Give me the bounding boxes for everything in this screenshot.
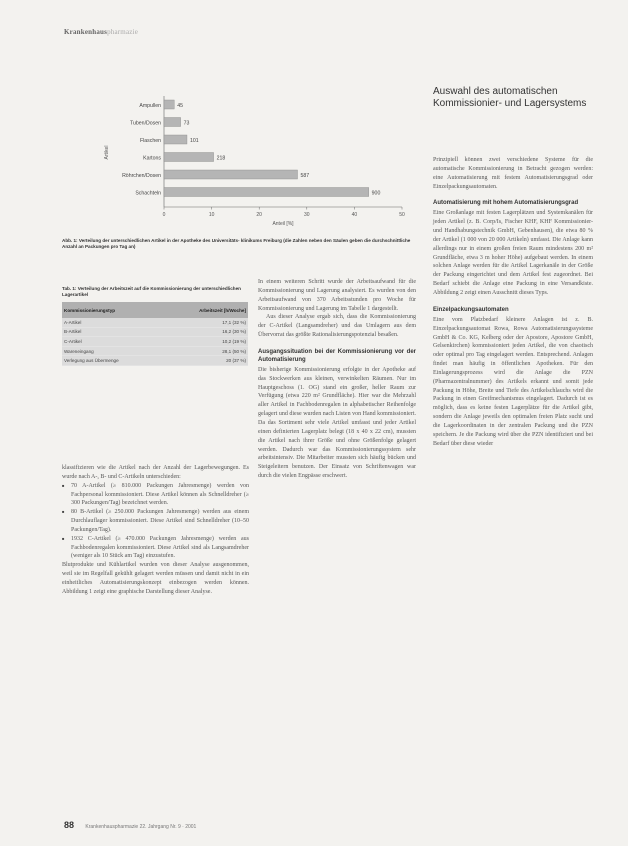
category-label: Ampullen [139,103,161,109]
mid-subheading: Ausgangssituation bei der Kommissionierung vor der Automatisierung [258,348,416,363]
page-number: 88 [64,820,75,830]
y-axis-label: Artikel [104,145,110,160]
x-tick-label: 10 [208,212,215,218]
table-cell-hours: 20 (37 %) [162,356,248,366]
table-cell-hours: 17,1 (32 %) [162,318,248,327]
right-paragraph-1: Prinzipiell können zwei verschiedene Systeme für die automatische Kommissionierung in Betracht gezogen werden: eine Automatisierung mit festem Automatisierungsgrad oder Einzelpackungsautomaten. [433,157,593,190]
table-cell-type: Verlegung aus Übermenge [62,356,162,366]
category-label: Schachteln [135,190,161,197]
footer-volume: 22. Jahrgang [139,824,169,830]
category-label: Tuben/Dosen [130,120,161,127]
bar [164,135,187,144]
bar-chart-svg [84,92,414,232]
text-column-right [433,156,593,448]
x-tick-label: 30 [304,212,310,218]
table-cell-hours: 10,2 (19 %) [162,337,248,347]
table-row [62,356,248,366]
bar [164,118,181,127]
data-label: 587 [300,173,310,179]
right-subheading-2: Einzelpackungsautomaten [433,306,509,313]
left-intro-paragraph: klassifizieren wie die Artikel nach der Anzahl der Lagerbewegungen. Es wurde nach A-, B- und C-Artikeln unterschieden: [62,465,249,480]
section-title: Auswahl des automatischen Kommissionier- und Lagersystems [433,86,587,110]
figure-bar-chart [84,92,414,232]
table-cell-type: A-Artikel [62,318,162,327]
mid-paragraph-1: In einem weiteren Schritt wurde der Arbeitsaufwand für die Kommissionierung und Lagerung analysiert. Es wurden von den Arbeitsaufwand von 370 Arbeitsstunden pro Woche für Kommissionierung und Lagerung im Tabelle 1 dargestellt. [258,279,416,312]
table-row [62,327,248,337]
category-label: Röhrchen/Dosen [122,173,161,179]
table-cell-type: B-Artikel [62,327,162,337]
table-row [62,337,248,347]
x-tick-label: 40 [351,212,358,218]
right-paragraph-3: Eine vom Platzbedarf kleinere Anlagen ist z. B. Einzelpackungsautomat Rowa, Rowa Automatisierungssysteme GmbH & Co. KG, Kelberg oder der Apostore, Apostore GmbH, Gelsenkirchen) kommissioniert jeden Artikel, die von chaotisch oder optimal pro Tag eingelagert werden. Entsprechend. Anlagen findet man häufig in öffentlichen Apotheken. Für den Einlagerungsprozess wird die Anlage die PZN (Pharmazentralnummer) des Artikels erkannt und somit jede Packung in Höhe, Breite und Tiefe des Artikelschlauchs wird die Packung in einen Greifmechanismus eingelagert. Dadurch ist es möglich, dass es keine festen Lagerplätze für die Artikel gibt, sondern die Anlage jeweils den optimalen freien Platz sucht und die Lagerkoordinaten in der zentralen Packung und die PZN speichern. Je die Packung wird über die PZN identifiziert und bei Bedarf über diese wieder [433,316,593,447]
list-item: ■ 1932 C-Artikel (≥ 470.000 Packungen Jahresmenge) werden aus Fachbodenregalen kommissioniert. Diese Artikel sind als Langsamdreher (weniger als 10 Stück am Tag) einzustufen. [71,535,249,562]
x-tick-label: 50 [399,212,405,218]
running-head-light: pharmazie [107,28,139,36]
page-footer [64,820,584,830]
table-row [62,346,248,356]
bar [164,100,174,109]
mid-paragraph-2: Aus dieser Analyse ergab sich, dass die Kommissionierung der C-Artikel (Langsamdreher) und das Umlagern aus dem Übervorrat das größte Rationalisierungspotenzial besaßen. [258,314,416,339]
article-class-list [62,482,249,562]
table-header-type: Kommissionierungstyp [62,302,162,318]
table-cell-type: Wareneingang [62,346,162,356]
table-header-row [62,302,248,318]
right-subheading-1: Automatisierung mit hohem Automatisierungsgrad [433,200,579,207]
text-column-left [62,464,249,597]
list-item: ■ 80 B-Artikel (≥ 250.000 Packungen Jahresmenge) werden aus einem Durchlauflager kommissioniert. Diese Artikel sind Schnelldreher (10–50 Packungen/Tag). [71,508,249,535]
list-item: ■ 70 A-Artikel (≥ 810.000 Packungen Jahresmenge) werden von Fachpersonal kommissioniert. Diese Artikel können als Schnelldreher (≥ 300 Packungen/Tag) bezeichnet werden. [71,482,249,509]
figure-caption: Abb. 1: Verteilung der unterschiedlichen Artikel in der Apotheke des Universitäts- klinikums Freiburg (die Zahlen neben den Säulen geben die durchschnittliche Anzahl an Packungen pro Tag an) [62,238,411,249]
left-outro-paragraph: Blutprodukte und Kühlartikel wurden von dieser Analyse ausgenommen, weil sie im Regelfall gekühlt gelagert werden müssen und damit nicht in ein einheitliches Automatisierungskonzept einbezogen werden können. Abbildung 1 zeigt eine graphische Darstellung dieser Analyse. [62,562,249,595]
table-cell-hours: 28,1 (50 %) [162,346,248,356]
category-label: Kartons [143,155,161,162]
data-label: 218 [216,155,226,162]
bar [164,188,369,197]
running-head [64,28,138,36]
data-label: 73 [183,120,190,127]
table-header-hours: Arbeitszeit [h/Woche] [162,302,248,318]
text-column-middle [258,278,416,481]
data-label: 101 [189,138,199,144]
footer-journal: Krankenhauspharmazie [85,824,139,830]
category-label: Flaschen [139,138,161,144]
bar [164,170,297,179]
table-title: Tab. 1: Verteilung der Arbeitszeit auf die Kommissionierung der unterschiedlichen Lagerartikel [62,286,241,297]
x-tick-label: 0 [162,212,166,218]
x-tick-label: 20 [256,212,262,218]
data-label: 45 [177,103,184,109]
footer-issue: Nr. 9 · 2001 [170,824,197,830]
x-axis-label: Anteil [%] [272,221,294,227]
table-cell-hours: 16,2 (30 %) [162,327,248,337]
table-cell-type: C-Artikel [62,337,162,347]
running-head-bold: Krankenhaus [64,28,108,36]
table-block [62,286,248,366]
mid-paragraph-3: Die bisherige Kommissionierung erfolgte in der Apotheke auf das Stockwerken aus kleinen, verwinkelten Räumen. Nur im Hauptgeschoss (1. OG) stand ein großer, heller Raum zur Verfügung (etwa 220 m² Grundfläche). Hier war die Mehrzahl aller Artikel in Fachbodenregalen in alphabetischer Reihenfolge gelagert und diese wurden nach Listen von Hand kommissioniert. Da das Sortiment sehr viele Artikel umfasst und jeder Artikel einen definierten Lagerplatz belegt (18 x 40 x 22 cm), mussten die Artikel nach ihrer Größe und ohne Größenfolge gelagert werden. Dadurch war das Kommissionierungssystem sehr arbeitsintensiv. Die Mitarbeiter mussten sich häufig bücken und Steigeleitern benutzen. Der Einsatz von Schriftenwagen war durch die vielen Engpässe erschwert. [258,366,416,480]
worktime-table [62,302,248,366]
bar [164,153,214,162]
table-row [62,318,248,327]
right-paragraph-2: Eine Großanlage mit festen Lagerplätzen und Systemkanälen für jeden Artikel (z. B. Corp/Is, Fischer KHF, KHF Kommissionier- und Handhabungstechnik GmbH, Gebenhausen), die etwa 80 % der Artikel (1 000 von 20 000 Artikeln) umfasst. Die Anlage kann allerdings nur in einem großen freien Raum mindestens 200 m² Grundfläche, etwa 3 m hoher Höhe) aufgebaut werden. In einem solchen Anlage werden für die Artikel Lagerkanäle in der Größe der Packung eingerichtet und dem Artikel fest zugeordnet. Bei Bedarf schiebt die Anlage eine Packung in eine Versandkiste. Abbildung 2 zeigt einen Ausschnitt dieses Typs. [433,210,593,296]
data-label: 900 [371,190,381,197]
